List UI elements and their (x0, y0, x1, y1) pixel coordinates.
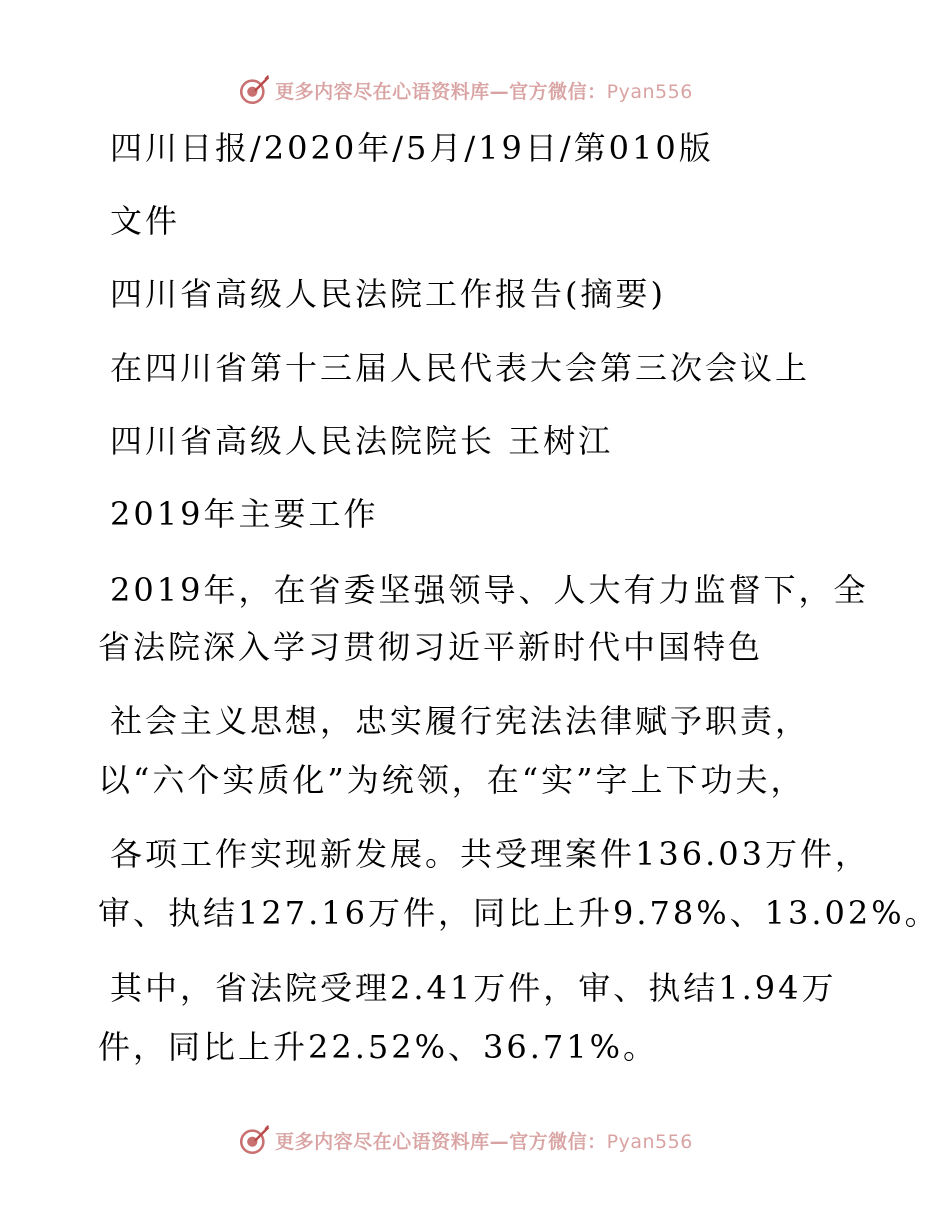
doc-line-source: 四川日报/2020年/5月/19日/第010版 (110, 129, 714, 167)
doc-line-section-heading: 2019年主要工作 (110, 495, 379, 533)
watermark-wechat-id: Pyan556 (606, 80, 693, 103)
doc-line-author: 四川省高级人民法院院长 王树江 (110, 422, 614, 460)
doc-line-paragraph: 2019年，在省委坚强领导、人大有力监督下，全 (110, 571, 869, 609)
footer-watermark (0, 1120, 950, 1160)
doc-line-paragraph: 社会主义思想，忠实履行宪法法律赋予职责， (110, 702, 811, 740)
doc-line-title: 四川省高级人民法院工作报告(摘要) (110, 275, 666, 313)
pen-logo-icon (237, 1123, 271, 1157)
header-watermark (0, 70, 950, 110)
doc-line-paragraph: 审、执结127.16万件，同比上升9.78%、13.02%。 (98, 894, 940, 932)
doc-line-paragraph: 各项工作实现新发展。共受理案件136.03万件， (110, 835, 870, 873)
doc-line-paragraph: 件，同比上升22.52%、36.71%。 (98, 1028, 659, 1066)
doc-line-paragraph: 以“六个实质化”为统领，在“实”字上下功夫， (98, 761, 806, 799)
doc-line-category: 文件 (110, 202, 181, 240)
watermark-text: 更多内容尽在心语资料库—官方微信：Pyan556 (275, 80, 693, 103)
pen-logo-icon (237, 73, 271, 107)
doc-line-paragraph: 省法院深入学习贯彻习近平新时代中国特色 (98, 628, 764, 666)
doc-line-occasion: 在四川省第十三届人民代表大会第三次会议上 (110, 349, 811, 387)
doc-line-paragraph: 其中，省法院受理2.41万件，审、执结1.94万 (110, 969, 837, 1007)
watermark-wechat-id: Pyan556 (606, 1130, 693, 1153)
watermark-text: 更多内容尽在心语资料库—官方微信：Pyan556 (275, 1130, 693, 1153)
